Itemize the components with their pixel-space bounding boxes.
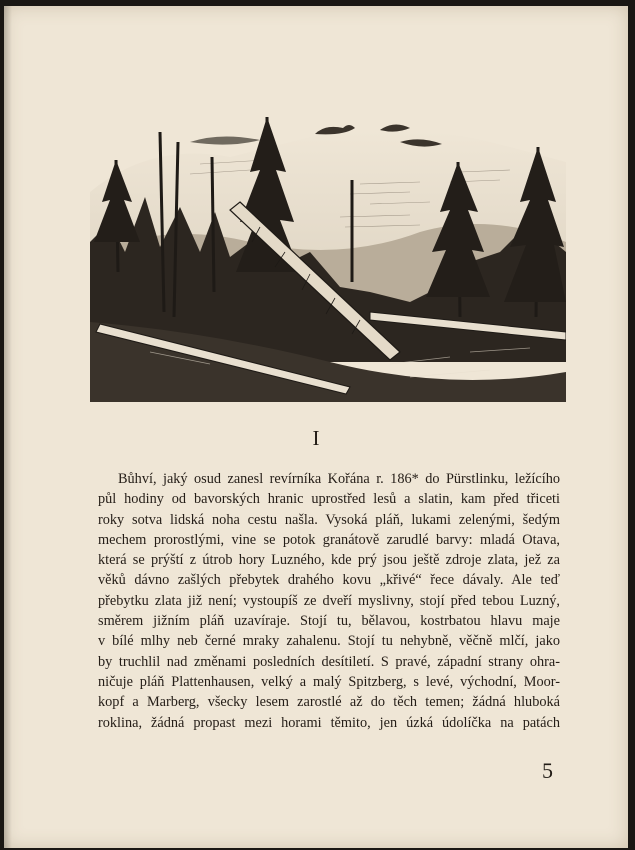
text-line: kopf a Marberg, všecky lesem zarostlé až do těch temen; žádná hluboká (98, 694, 560, 711)
text-line: ničuje pláň Plattenhausen, velký a malý Spitzberg, s levé, východní, Moor- (98, 673, 560, 690)
text-line: by truchlil nad změnami posledních desítiletí. S pravé, západní strany ohra- (98, 653, 560, 670)
text-line: roklina, žádná propast mezi horami těmito, jen úzká údolíčka na patách (98, 714, 560, 731)
text-line: která se prýští z útrob hory Luzného, kde prý jsou ještě zdroje zlata, jež za (98, 552, 560, 569)
text-line: směrem jižním pláň uzavíraje. Stojí tu, bělavou, kostrbatou hlavu maje (98, 613, 560, 630)
body-paragraph (98, 469, 560, 733)
text-line: mechem prorostlými, vine se potok granátově zarudlé barvy: mladá Otava, (98, 531, 560, 548)
book-page (4, 6, 628, 848)
text-line: přebytku zlata již není; vystoupíš ze dveří myslivny, stojí před tebou Luzný, (98, 592, 560, 609)
forest-illustration (90, 102, 566, 402)
page-number: 5 (542, 758, 553, 783)
text-line: roky sotva lidská noha cestu našla. Vysoká pláň, lukami zelenými, šedým (98, 511, 560, 528)
text-line: půl hodiny od bavorských hranic uprostřed lesů a slatin, kam před třiceti (98, 491, 560, 508)
text-line: věků dávno zašlých přebytek drahého kovu „křivé“ řece dávaly. Ale teď (98, 572, 560, 589)
text-line: v bílé mlhy neb černé mraky zahalenu. Stojí tu nehybně, věčně mlčí, jako (98, 633, 560, 650)
text-line: Bůhví, jaký osud zanesl revírníka Kořána r. 186* do Pürstlinku, ležícího (118, 471, 560, 487)
chapter-number: I (312, 426, 320, 450)
